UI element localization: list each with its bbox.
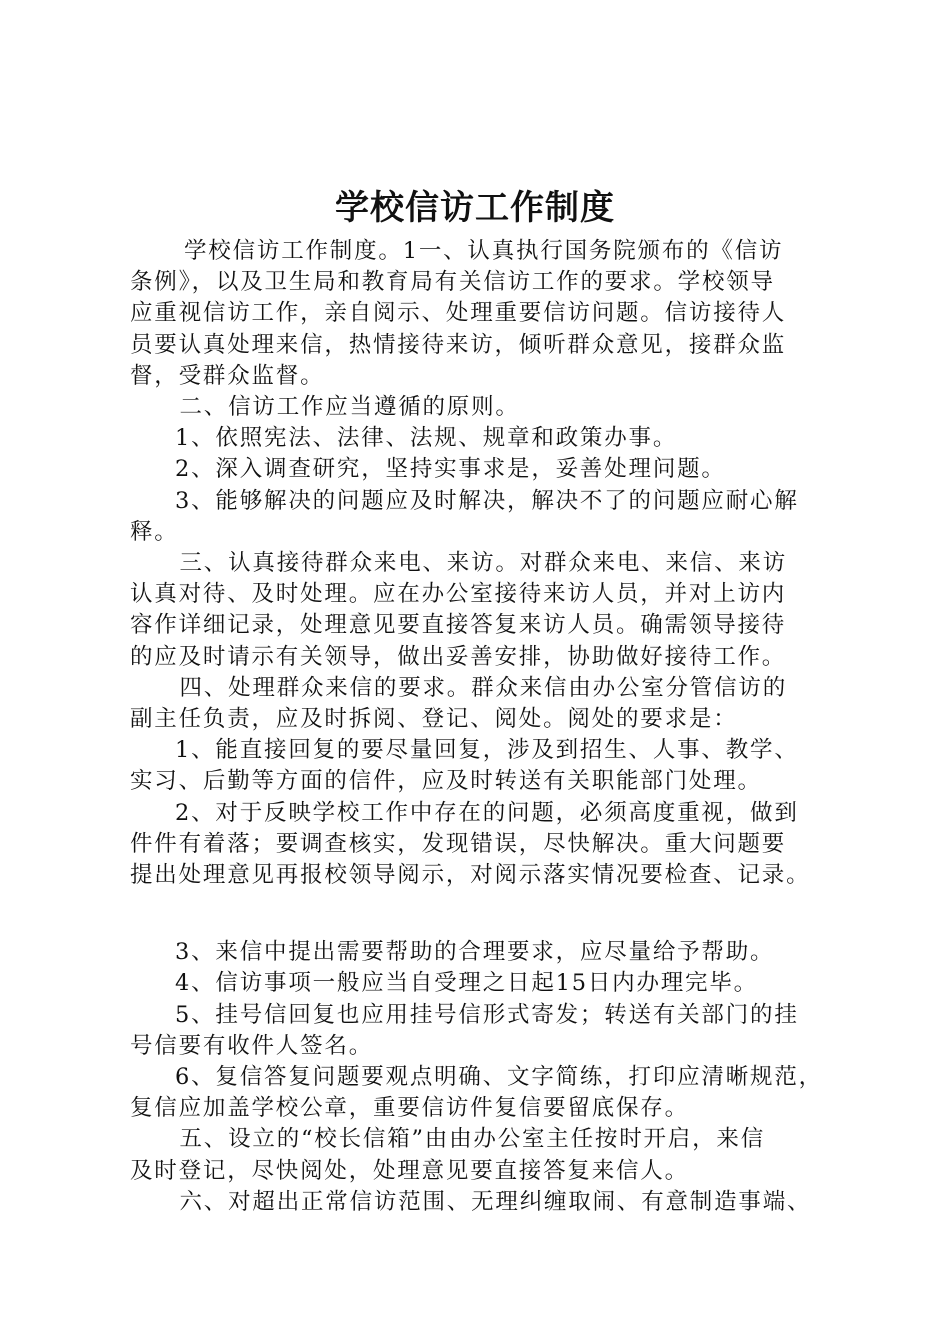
paragraph-spacer [130,891,842,937]
paragraph [130,937,842,968]
text-line: 容作详细记录，处理意见要直接答复来访人员。确需领导接待 [130,612,787,639]
paragraph [130,1124,842,1186]
document-title: 学校信访工作制度 [335,188,615,228]
text-line: 4、信访事项一般应当自受理之日起15日内办理完毕。 [175,970,758,997]
paragraph [130,486,842,548]
text-line: 学校信访工作制度。1一、认真执行国务院颁布的《信访 [184,238,784,264]
text-line: 2、深入调查研究，坚持实事求是，妥善处理问题。 [175,456,726,483]
text-line: 及时登记，尽快阅处，处理意见要直接答复来信人。 [130,1157,689,1184]
text-line: 四、处理群众来信的要求。群众来信由办公室分管信访的 [179,674,788,701]
paragraph [130,735,842,797]
text-line: 3、能够解决的问题应及时解决，解决不了的问题应耐心解 [175,487,799,514]
text-line: 员要认真处理来信，热情接待来访，倾听群众意见，接群众监 [130,331,787,358]
text-line: 3、来信中提出需要帮助的合理要求，应尽量给予帮助。 [175,939,775,966]
paragraph [130,423,842,454]
paragraph [130,968,842,999]
paragraph [130,1187,842,1218]
text-line: 六、对超出正常信访范围、无理纠缠取闹、有意制造事端、 [179,1188,812,1215]
text-line: 复信应加盖学校公章，重要信访件复信要留底保存。 [130,1095,689,1122]
text-line: 2、对于反映学校工作中存在的问题，必须高度重视，做到 [175,799,799,826]
text-line: 1、能直接回复的要尽量回复，涉及到招生、人事、教学、 [175,737,799,764]
text-line: 号信要有收件人签名。 [130,1032,374,1059]
text-line: 件件有着落；要调查核实，发现错误，尽快解决。重大问题要 [130,830,787,857]
text-line: 的应及时请示有关领导，做出妥善安排，协助做好接待工作。 [130,643,787,670]
text-line: 释。 [130,518,179,545]
text-line: 6、复信答复问题要观点明确、文字简练，打印应清晰规范， [175,1064,823,1091]
text-line: 条例》，以及卫生局和教育局有关信访工作的要求。学校领导 [130,269,775,296]
paragraph [130,548,842,673]
paragraph [130,1000,842,1062]
text-line: 督，受群众监督。 [130,362,325,389]
text-line: 认真对待、及时处理。应在办公室接待来访人员，并对上访内 [130,581,787,608]
text-line: 应重视信访工作，亲自阅示、处理重要信访问题。信访接待人 [130,300,787,327]
document-body [130,236,842,1218]
paragraph [130,673,842,735]
paragraph [130,454,842,485]
text-line: 副主任负责，应及时拆阅、登记、阅处。阅处的要求是： [130,706,738,733]
paragraph [130,1062,842,1124]
text-line: 提出处理意见再报校领导阅示，对阅示落实情况要检查、记录。 [130,862,811,889]
text-line: 二、信访工作应当遵循的原则。 [179,394,520,421]
paragraph [130,798,842,892]
paragraph [130,392,842,423]
text-line: 5、挂号信回复也应用挂号信形式寄发；转送有关部门的挂 [175,1001,799,1028]
text-line: 三、认真接待群众来电、来访。对群众来电、来信、来访 [179,550,788,577]
text-line: 实习、后勤等方面的信件，应及时转送有关职能部门处理。 [130,768,762,795]
text-line: 五、设立的“校长信箱”由由办公室主任按时开启，来信 [179,1126,766,1153]
text-line: 1、依照宪法、法律、法规、规章和政策办事。 [175,425,678,452]
paragraph [130,236,842,392]
